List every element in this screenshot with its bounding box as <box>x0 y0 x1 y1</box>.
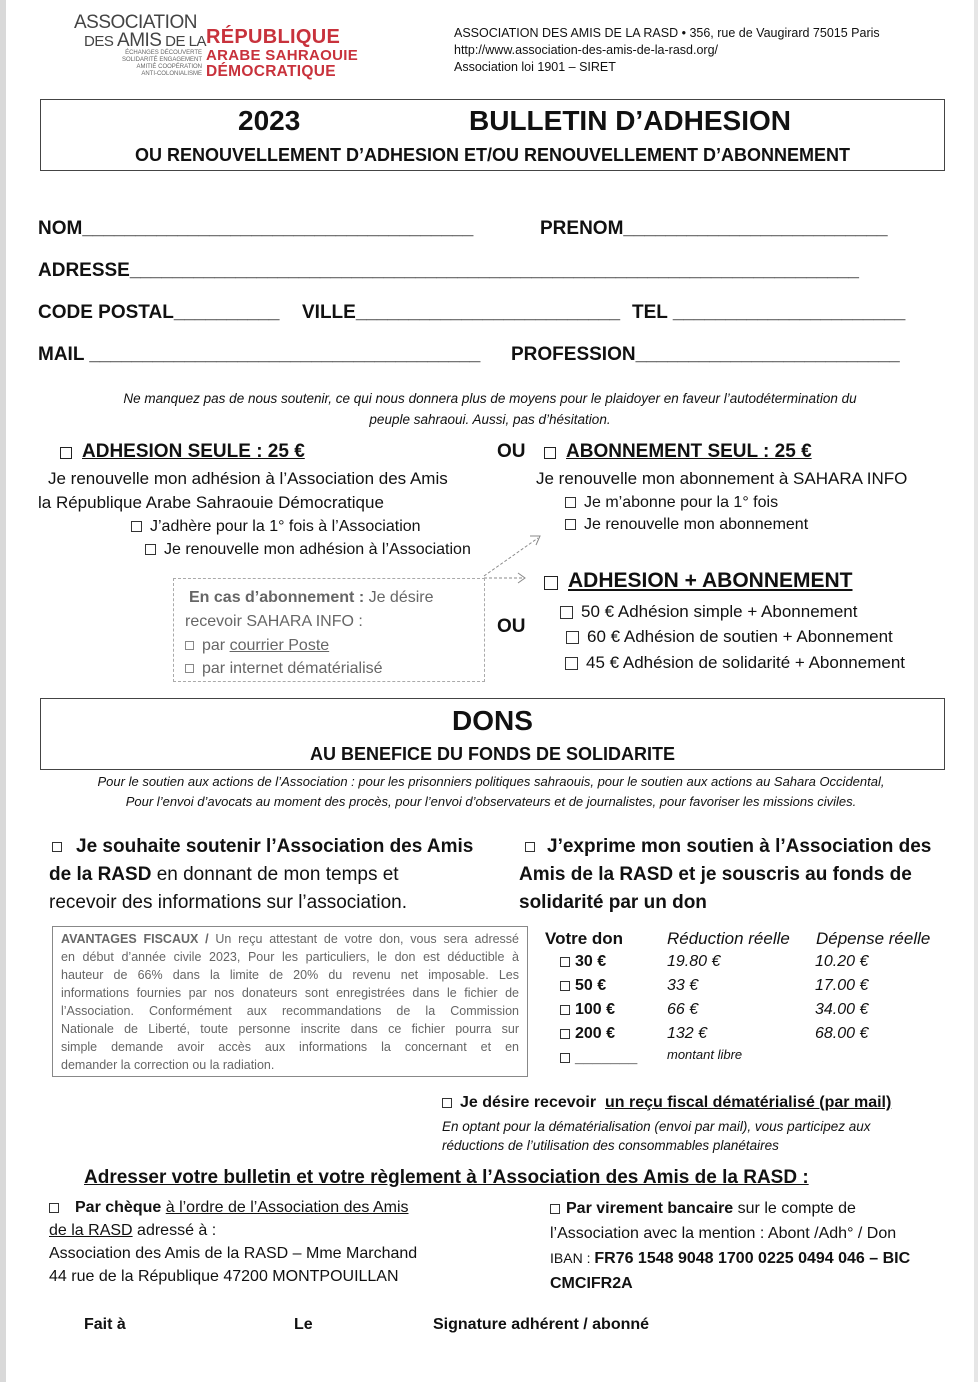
intro-line: Ne manquez pas de nous soutenir, ce qui nous donnera plus de moyens pour le plaidoyer en faveur l’autodétermination du <box>123 391 857 406</box>
adhesion-seule-option[interactable] <box>60 441 305 463</box>
ou-label-1: OU <box>497 441 526 462</box>
combo-simple-checkbox[interactable] <box>560 606 573 619</box>
dons-subtitle: AU BENEFICE DU FONDS DE SOLIDARITE <box>309 744 676 764</box>
recu-underlined: un reçu fiscal dématérialisé (par mail) <box>604 1094 892 1111</box>
combo-title: ADHESION + ABONNEMENT <box>568 569 853 592</box>
title-sub: OU RENOUVELLEMENT D’ADHESION ET/OU RENOUVELLEMENT D’ABONNEMENT <box>134 145 851 165</box>
page-edge-right <box>974 0 978 1382</box>
virement-rest: sur le compte de <box>733 1200 856 1217</box>
logo-de-la: DE LA <box>165 33 206 50</box>
table-row[interactable] <box>560 953 940 977</box>
virement-checkbox[interactable] <box>550 1204 560 1214</box>
virement-line2: l’Association avec la mention : Abont /Adh° / Don <box>550 1225 897 1242</box>
don-depense: 68.00 € <box>815 1025 869 1042</box>
field-code-postal[interactable]: CODE POSTAL__________ <box>38 302 280 323</box>
soutien-don-line3: solidarité par un don <box>519 892 707 913</box>
logo-line1: ASSOCIATION <box>74 12 197 33</box>
field-nom[interactable]: NOM_____________________________________ <box>38 218 474 239</box>
don-100-option[interactable] <box>560 1001 615 1019</box>
combo-soutien-checkbox[interactable] <box>566 631 579 644</box>
adhesion-first-time-option[interactable] <box>131 518 421 536</box>
abonnement-seul-title: ABONNEMENT SEUL : 25 € <box>566 441 812 462</box>
dons-box <box>40 698 945 770</box>
logo-tag: ANTI-COLONIALISME <box>141 71 202 77</box>
don-free-blank[interactable]: _______ <box>575 1049 638 1066</box>
abonnement-first-time-option[interactable] <box>565 494 778 512</box>
reception-post-option[interactable] <box>185 637 329 655</box>
ou-label-2: OU <box>497 616 526 637</box>
reception-box <box>173 578 485 682</box>
header-info <box>454 25 954 76</box>
field-prenom[interactable]: PRENOM_________________________ <box>540 218 888 239</box>
cheque-bold: Par chèque <box>75 1199 162 1216</box>
don-50-checkbox[interactable] <box>560 981 570 991</box>
don-reduction: 66 € <box>667 1001 699 1018</box>
cheque-rest: adressé à : <box>132 1222 217 1239</box>
fiscal-line: informations fournies par nos donateurs sont enregistrées dans le fichier de <box>61 986 519 1000</box>
soutien-don-line1[interactable] <box>519 833 959 861</box>
cheque-address-line2: 44 rue de la République 47200 MONTPOUILLAN <box>49 1268 399 1285</box>
reception-internet-checkbox[interactable] <box>185 664 194 673</box>
soutien-don-block <box>519 833 959 917</box>
soutien-temps-rest: en donnant de mon temps et <box>151 864 399 885</box>
recu-checkbox[interactable] <box>442 1098 452 1108</box>
table-row[interactable] <box>560 1025 940 1049</box>
soutien-temps-line2 <box>49 861 499 889</box>
abonnement-renew-checkbox[interactable] <box>565 519 576 530</box>
soutien-don-checkbox[interactable] <box>525 842 535 852</box>
combo-solidarite-checkbox[interactable] <box>565 657 578 670</box>
table-row[interactable] <box>560 977 940 1001</box>
le-label: Le <box>294 1316 313 1333</box>
adhesion-line1: Je renouvelle mon adhésion à l’Association des Amis <box>48 469 448 488</box>
don-reduction: 132 € <box>667 1025 708 1042</box>
soutien-temps-line1[interactable] <box>49 833 499 861</box>
don-reduction: 19.80 € <box>667 953 721 970</box>
fiscal-line-first <box>61 930 519 948</box>
arrow-line-up <box>484 538 538 576</box>
page-edge-left <box>0 0 6 1382</box>
abonnement-seul-option[interactable] <box>544 441 812 463</box>
association-logo <box>74 10 374 85</box>
combo-checkbox[interactable] <box>544 576 558 590</box>
don-200-checkbox[interactable] <box>560 1029 570 1039</box>
combo-simple-label: 50 € Adhésion simple + Abonnement <box>581 602 858 621</box>
iban-value: FR76 1548 9048 1700 0225 0494 046 – BIC <box>594 1250 911 1267</box>
don-table-header-amount: Votre don <box>545 929 624 948</box>
combo-soutien-label: 60 € Adhésion de soutien + Abonnement <box>587 627 893 646</box>
reception-post-checkbox[interactable] <box>185 641 194 650</box>
table-row[interactable] <box>560 1001 940 1025</box>
logo-tag: SOLIDARITÉ ENGAGEMENT <box>121 57 202 63</box>
abonnement-renew-option[interactable] <box>565 516 808 534</box>
virement-bold: Par virement bancaire <box>566 1200 734 1217</box>
reception-bold: En cas d’abonnement : <box>189 589 365 606</box>
don-free-checkbox[interactable] <box>560 1053 570 1063</box>
fiscal-line: l’Association. Conformément aux recommandations de la Commission <box>61 1004 519 1018</box>
field-tel[interactable]: TEL ______________________ <box>632 302 906 323</box>
header-address: ASSOCIATION DES AMIS DE LA RASD • 356, rue de Vaugirard 75015 Paris <box>454 26 880 40</box>
combo-option[interactable] <box>544 569 853 593</box>
don-depense: 17.00 € <box>815 977 869 994</box>
combo-solidarite-label: 45 € Adhésion de solidarité + Abonnement <box>586 653 905 672</box>
don-30-checkbox[interactable] <box>560 957 570 967</box>
abonnement-line1: Je renouvelle mon abonnement à SAHARA INFO <box>536 469 908 488</box>
signature-label: Signature adhérent / abonné <box>433 1316 650 1333</box>
don-amount: 100 € <box>575 1001 616 1018</box>
arrow-connector <box>478 530 548 585</box>
don-depense: 34.00 € <box>815 1001 869 1018</box>
reception-internet-label: par internet dématérialisé <box>202 660 383 677</box>
soutien-temps-block <box>49 833 499 917</box>
fait-a-label: Fait à <box>84 1316 126 1333</box>
field-profession[interactable]: PROFESSION_________________________ <box>511 344 900 365</box>
logo-tagline <box>114 50 202 78</box>
recu-note <box>442 1117 942 1155</box>
logo-tag: AMITIÉ COOPÉRATION <box>136 64 202 70</box>
field-mail[interactable]: MAIL _____________________________________ <box>38 344 481 365</box>
adhesion-renew-checkbox[interactable] <box>145 544 156 555</box>
fiscal-label: AVANTAGES FISCAUX / <box>61 932 209 946</box>
intro-text <box>60 388 920 430</box>
recu-note-line: En optant pour la dématérialisation (envoi par mail), vous participez aux <box>442 1119 871 1134</box>
reception-post-prefix: par <box>202 637 230 654</box>
adhesion-line2: la République Arabe Sahraouie Démocratique <box>38 493 384 512</box>
fiscal-box <box>52 926 528 1077</box>
field-adresse[interactable]: ADRESSE_____________________________________________________________________ <box>38 260 859 281</box>
soutien-don-text1: J’exprime mon soutien à l’Association des <box>547 836 932 857</box>
combo-simple-option[interactable] <box>560 602 857 622</box>
table-row[interactable] <box>560 1049 940 1073</box>
don-amount: 200 € <box>575 1025 616 1042</box>
header-website[interactable]: http://www.association-des-amis-de-la-rasd.org/ <box>454 43 718 57</box>
fiscal-line: simple demande avoir accès aux informations la concernant et en <box>61 1040 519 1054</box>
reception-rest: Je désire <box>364 589 434 606</box>
don-table-header-reduction: Réduction réelle <box>667 929 790 948</box>
virement-block <box>550 1196 960 1296</box>
don-free-option[interactable] <box>560 1049 637 1067</box>
abonnement-first-time-label: Je m’abonne pour la 1° fois <box>584 494 779 511</box>
fiscal-text <box>61 930 519 1074</box>
adhesion-first-time-label: J’adhère pour la 1° fois à l’Association <box>150 518 421 535</box>
field-ville[interactable]: VILLE_________________________ <box>302 302 621 323</box>
recu-note-line: réductions de l’utilisation des consommables planétaires <box>442 1138 779 1153</box>
logo-amis: AMIS <box>117 30 162 51</box>
logo-tag: ÉCHANGES DÉCOUVERTE <box>125 50 202 56</box>
adhesion-seule-checkbox[interactable] <box>60 447 72 459</box>
fiscal-line: Nationale de Liberté, toute personne inscrite dans ce fichier pourra sur <box>61 1022 519 1036</box>
abonnement-renew-label: Je renouvelle mon abonnement <box>584 516 809 533</box>
fiscal-line: hauteur de 66% dans la limite de 20% du revenu net imposable. Les <box>61 968 519 982</box>
dons-desc-line: Pour l’envoi d’avocats au moment des procès, pour l’envoi d’observateurs et de journalistes, pour favoriser les missions civiles. <box>125 794 857 809</box>
dons-title: DONS <box>452 705 533 736</box>
don-table-header-depense: Dépense réelle <box>816 929 931 948</box>
don-100-checkbox[interactable] <box>560 1005 570 1015</box>
cheque-line1[interactable] <box>49 1196 489 1219</box>
adresser-heading: Adresser votre bulletin et votre règlement à l’Association des Amis de la RASD : <box>84 1167 809 1188</box>
don-amount: 50 € <box>575 977 607 994</box>
reception-line2: recevoir SAHARA INFO : <box>185 613 363 630</box>
fiscal-line: Un reçu attestant de votre don, vous sera adressé <box>208 932 520 946</box>
fiscal-line: en début d’année civile 2023, Pour les particuliers, le don est déductible à <box>61 950 519 964</box>
don-200-option[interactable] <box>560 1025 615 1043</box>
recu-option[interactable] <box>442 1094 891 1112</box>
logo-democratique: DÉMOCRATIQUE <box>206 63 336 80</box>
abonnement-first-time-checkbox[interactable] <box>565 497 576 508</box>
cheque-order: à l’ordre de l’Association des Amis <box>165 1199 409 1216</box>
soutien-temps-bold1: Je souhaite soutenir l’Association des Amis <box>76 836 474 857</box>
don-depense: 10.20 € <box>815 953 869 970</box>
adhesion-seule-title: ADHESION SEULE : 25 € <box>82 441 305 462</box>
recu-bold: Je désire recevoir <box>460 1094 597 1111</box>
don-30-option[interactable] <box>560 953 606 971</box>
adhesion-first-time-checkbox[interactable] <box>131 521 142 532</box>
reception-internet-option[interactable] <box>185 660 383 678</box>
soutien-temps-bold2: de la RASD <box>49 864 152 885</box>
title-year: 2023 <box>238 105 301 136</box>
title-main: BULLETIN D’ADHESION <box>469 105 791 136</box>
bic-value: CMCIFR2A <box>550 1275 633 1292</box>
abonnement-seul-checkbox[interactable] <box>544 447 556 459</box>
combo-solidarite-option[interactable] <box>565 653 905 673</box>
cheque-address-line1: Association des Amis de la RASD – Mme Marchand <box>49 1245 418 1262</box>
logo-line2 <box>84 30 206 52</box>
reception-line1 <box>189 589 434 607</box>
header-legal: Association loi 1901 – SIRET <box>454 60 616 74</box>
intro-line: peuple sahraoui. Aussi, pas d’hésitation. <box>369 412 611 427</box>
title-box <box>40 99 945 171</box>
virement-line1[interactable] <box>550 1196 960 1221</box>
don-free-label: montant libre <box>667 1047 743 1062</box>
dons-desc-line: Pour le soutien aux actions de l’Association : pour les prisonniers politiques sahraouis, pour le soutien aux actions au Sahara Occidental, <box>97 774 885 789</box>
cheque-checkbox[interactable] <box>49 1203 59 1213</box>
soutien-temps-line3: recevoir des informations sur l’association. <box>49 892 407 913</box>
reception-post-label: courrier Poste <box>229 637 330 654</box>
iban-label: IBAN : <box>550 1250 595 1266</box>
cheque-block <box>49 1196 489 1288</box>
logo-republique: RÉPUBLIQUE <box>206 26 341 48</box>
cheque-order-rasd: de la RASD <box>49 1222 133 1239</box>
fiscal-line: demander la correction ou la radiation. <box>61 1058 275 1072</box>
adhesion-renew-label: Je renouvelle mon adhésion à l’Association <box>164 541 471 558</box>
combo-soutien-option[interactable] <box>566 627 893 647</box>
soutien-don-line2: Amis de la RASD et je souscris au fonds de <box>519 864 912 885</box>
logo-des: DES <box>84 33 114 50</box>
don-50-option[interactable] <box>560 977 606 995</box>
soutien-temps-checkbox[interactable] <box>52 842 62 852</box>
dons-description <box>30 772 952 812</box>
adhesion-renew-option[interactable] <box>145 541 471 559</box>
don-amount: 30 € <box>575 953 607 970</box>
don-reduction: 33 € <box>667 977 699 994</box>
logo-arabe-sahraouie: ARABE SAHRAOUIE <box>206 47 359 64</box>
